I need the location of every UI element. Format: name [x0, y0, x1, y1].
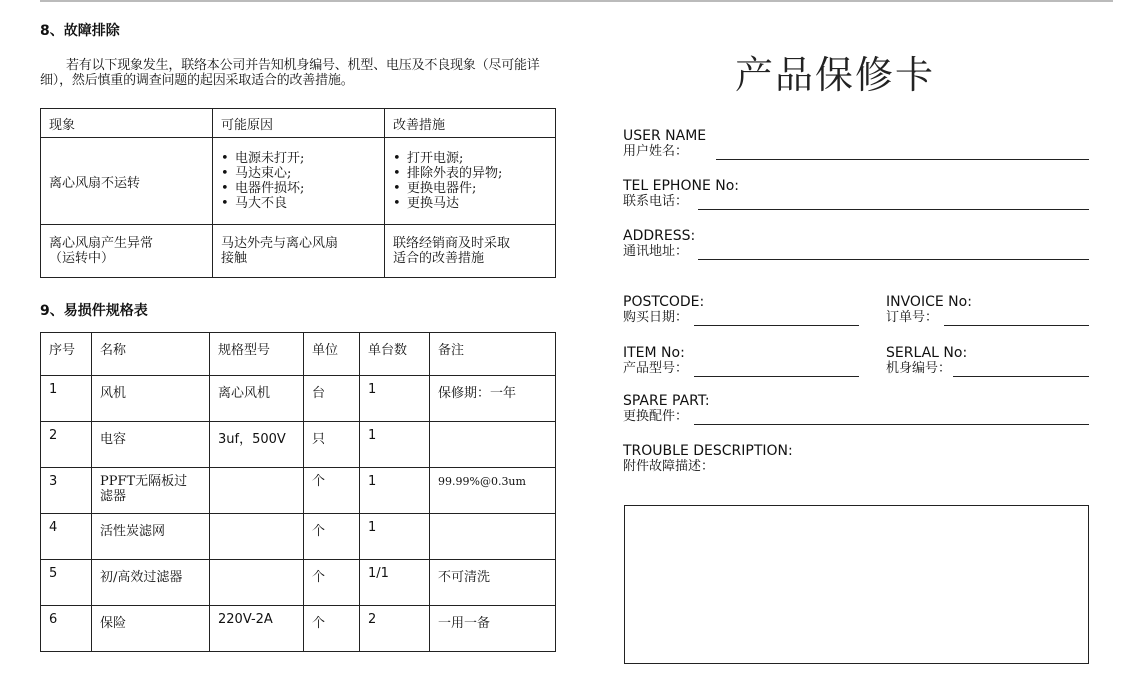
user-name-field[interactable]: [623, 128, 1089, 160]
table-row: [41, 225, 556, 278]
cell-spec: [210, 468, 304, 514]
list-item: • 电器件损坏;: [221, 181, 376, 196]
cell-no: 2: [41, 422, 92, 468]
field-row: [623, 409, 1089, 425]
field-label-en: ITEM No:: [623, 345, 685, 361]
table-header-row: [41, 109, 556, 138]
cell-qty: 1: [360, 468, 430, 514]
cell-name: 风机: [92, 376, 210, 422]
cell-text: 离心风扇产生异常: [49, 236, 154, 251]
col-no: 序号: [41, 333, 92, 376]
cell-unit: 个: [304, 514, 360, 560]
col-note: 备注: [430, 333, 556, 376]
cell-note: 不可清洗: [430, 560, 556, 606]
field-label-zh: 更换配件：: [623, 409, 689, 424]
col-name: 名称: [92, 333, 210, 376]
fill-line[interactable]: [698, 198, 1089, 210]
col-unit: 单位: [304, 333, 360, 376]
invoice-field[interactable]: [886, 294, 1089, 326]
cell-note: [430, 422, 556, 468]
cell-name: 活性炭滤网: [92, 514, 210, 560]
col-spec: 规格型号: [210, 333, 304, 376]
cell-spec: [210, 560, 304, 606]
cell-unit: 个: [304, 560, 360, 606]
table-header-row: [41, 333, 556, 376]
field-label-zh: 机身编号：: [886, 361, 952, 376]
field-label-zh: 附件故障描述：: [623, 459, 715, 474]
cell-no: 6: [41, 606, 92, 652]
fill-line[interactable]: [694, 365, 859, 377]
fill-line[interactable]: [694, 413, 1089, 425]
troubleshooting-table: [40, 108, 556, 278]
field-row: [623, 194, 1089, 210]
cell-note: 一用一备: [430, 606, 556, 652]
fixes-cell: [385, 138, 556, 225]
field-row: [623, 244, 1089, 260]
cell-qty: 1: [360, 422, 430, 468]
address-field[interactable]: [623, 228, 1089, 260]
field-label-zh: 订单号：: [886, 310, 939, 325]
table-row: [41, 514, 556, 560]
causes-cell: [213, 225, 385, 278]
cell-unit: 台: [304, 376, 360, 422]
col-fix: 改善措施: [385, 109, 556, 138]
cell-note: 99.99%@0.3um: [430, 468, 556, 514]
list-item: • 更换电器件;: [393, 181, 547, 196]
field-label-en: TROUBLE DESCRIPTION:: [623, 443, 793, 459]
item-number-field[interactable]: [623, 345, 859, 377]
field-label-zh: 用户姓名：: [623, 144, 689, 159]
field-label-zh: 联系电话：: [623, 194, 689, 209]
fill-line[interactable]: [944, 314, 1089, 326]
field-label-en: ADDRESS:: [623, 228, 696, 244]
table-row: [41, 468, 556, 514]
top-rule: [40, 0, 1113, 2]
symptom-cell: [41, 225, 213, 278]
list-item: • 电源未打开;: [221, 151, 376, 166]
cell-name: 初/高效过滤器: [92, 560, 210, 606]
table-row: [41, 560, 556, 606]
trouble-description-label: [623, 443, 1089, 475]
cell-unit: 个: [304, 468, 360, 514]
cell-qty: 1: [360, 376, 430, 422]
field-label-en: TEL EPHONE No:: [623, 178, 740, 194]
symptom-cell: 离心风扇不运转: [41, 138, 213, 225]
cell-text: （运转中）: [49, 251, 115, 266]
cell-name: 保险: [92, 606, 210, 652]
col-symptom: 现象: [41, 109, 213, 138]
manual-left-page: [40, 20, 556, 652]
cell-text: 滤器: [100, 489, 127, 504]
cell-text: PPFT无隔板过: [100, 474, 188, 489]
trouble-description-box[interactable]: [624, 505, 1089, 664]
card-title: 产品保修卡: [735, 53, 936, 97]
cell-text: 适合的改善措施: [393, 251, 485, 266]
field-label-zh: 购买日期：: [623, 310, 689, 325]
field-row: [886, 361, 1089, 377]
table-row: [41, 606, 556, 652]
field-label-zh: 通讯地址：: [623, 244, 689, 259]
cell-unit: 个: [304, 606, 360, 652]
cell-no: 3: [41, 468, 92, 514]
cell-qty: 1/1: [360, 560, 430, 606]
field-row: [886, 310, 1089, 326]
cell-note: [430, 514, 556, 560]
table-row: [41, 376, 556, 422]
list-item: • 马达束心;: [221, 166, 376, 181]
field-label-en: SERLAL No:: [886, 345, 968, 361]
cell-no: 4: [41, 514, 92, 560]
list-item: • 更换马达: [393, 196, 547, 211]
cell-qty: 2: [360, 606, 430, 652]
cell-text: 接触: [221, 251, 248, 266]
parts-title: 9、易损件规格表: [40, 303, 148, 319]
fill-line[interactable]: [716, 148, 1089, 160]
spare-part-field[interactable]: [623, 393, 1089, 425]
list-item: • 排除外表的异物;: [393, 166, 547, 181]
cell-unit: 只: [304, 422, 360, 468]
troubleshooting-intro: 若有以下现象发生，联络本公司并告知机身编号、机型、电压及不良现象（尽可能详细），然后慎重的调查问题的起因采取适合的改善措施。: [40, 58, 540, 88]
cell-text: 马达外壳与离心风扇: [221, 236, 339, 251]
cell-note: 保修期：一年: [430, 376, 556, 422]
col-cause: 可能原因: [213, 109, 385, 138]
cell-spec: 220V-2A: [210, 606, 304, 652]
cell-name: 电容: [92, 422, 210, 468]
cell-no: 5: [41, 560, 92, 606]
postcode-field[interactable]: [623, 294, 859, 326]
field-label-en: POSTCODE:: [623, 294, 705, 310]
table-row: [41, 138, 556, 225]
cell-name: [92, 468, 210, 514]
field-row: [623, 310, 859, 326]
field-row: [623, 361, 859, 377]
field-row: [623, 459, 1089, 475]
field-label-en: INVOICE No:: [886, 294, 972, 310]
cell-qty: 1: [360, 514, 430, 560]
table-row: [41, 422, 556, 468]
cell-text: 联络经销商及时采取: [393, 236, 511, 251]
field-label-zh: 产品型号：: [623, 361, 689, 376]
list-item: • 打开电源;: [393, 151, 547, 166]
list-item: • 马大不良: [221, 196, 376, 211]
cell-spec: [210, 514, 304, 560]
telephone-field[interactable]: [623, 178, 1089, 210]
field-row: [623, 144, 1089, 160]
parts-table: [40, 332, 556, 652]
fill-line[interactable]: [698, 248, 1089, 260]
causes-cell: [213, 138, 385, 225]
cell-spec: 离心风机: [210, 376, 304, 422]
field-label-en: USER NAME: [623, 128, 707, 144]
troubleshooting-title: 8、故障排除: [40, 23, 120, 39]
fixes-cell: [385, 225, 556, 278]
col-qty: 单台数: [360, 333, 430, 376]
cell-no: 1: [41, 376, 92, 422]
cell-spec: 3uf，500V: [210, 422, 304, 468]
serial-number-field[interactable]: [886, 345, 1089, 377]
fill-line[interactable]: [694, 314, 859, 326]
field-label-en: SPARE PART:: [623, 393, 710, 409]
fill-line[interactable]: [953, 365, 1089, 377]
